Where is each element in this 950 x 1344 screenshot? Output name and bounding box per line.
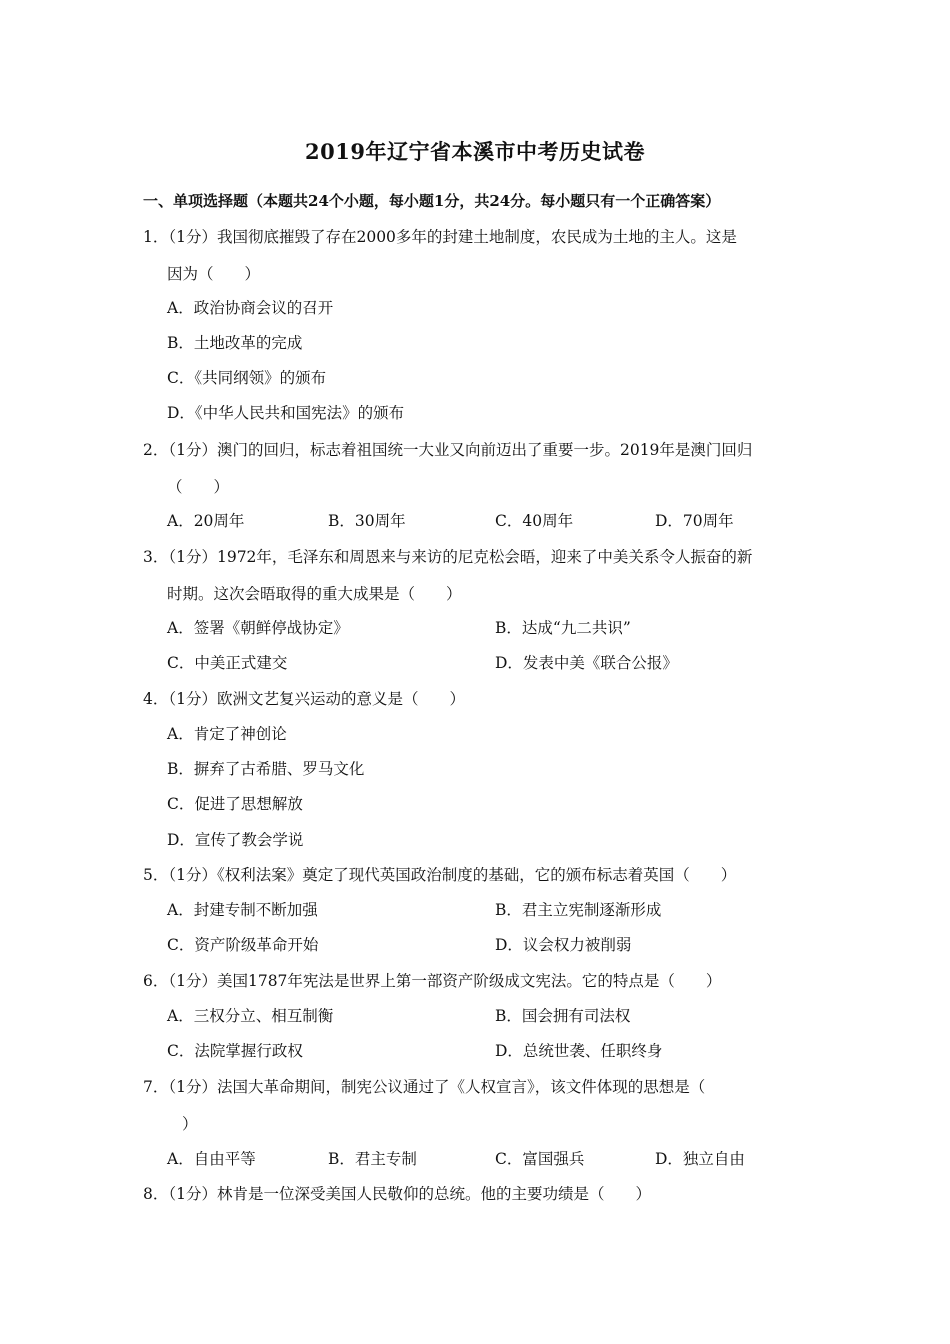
question-3-option-d: D．发表中美《联合公报》 [495,654,678,672]
question-2-option-b: B．30周年 [328,512,406,530]
question-1-stem-cont: 因为（ ） [167,265,261,283]
question-2-stem: 2．（1分）澳门的回归，标志着祖国统一大业又向前迈出了重要一步。2019年是澳门回归 [143,441,753,459]
question-6-option-a: A．三权分立、相互制衡 [167,1007,334,1025]
question-5-stem: 5．（1分）《权利法案》奠定了现代英国政治制度的基础，它的颁布标志着英国（ ） [143,866,737,884]
question-5-option-d: D．议会权力被削弱 [495,936,632,954]
question-8-stem: 8．（1分）林肯是一位深受美国人民敬仰的总统。他的主要功绩是（ ） [143,1185,651,1203]
question-7-stem: 7．（1分）法国大革命期间，制宪公议通过了《人权宣言》，该文件体现的思想是（ [143,1078,706,1096]
question-5-option-c: C．资产阶级革命开始 [167,936,319,954]
question-4-option-b: B．摒弃了古希腊、罗马文化 [167,760,365,778]
question-6-stem: 6．（1分）美国1787年宪法是世界上第一部资产阶级成文宪法。它的特点是（ ） [143,972,722,990]
question-1-option-b: B．土地改革的完成 [167,334,303,352]
question-3-option-a: A．签署《朝鲜停战协定》 [167,619,349,637]
question-2-stem-cont: （ ） [167,478,230,496]
question-2-option-d: D．70周年 [655,512,734,530]
question-4-stem: 4．（1分）欧洲文艺复兴运动的意义是（ ） [143,690,465,708]
question-2-option-c: C．40周年 [495,512,574,530]
question-4-option-c: C．促进了思想解放 [167,795,303,813]
question-4-option-d: D．宣传了教会学说 [167,831,304,849]
question-5-option-a: A．封建专制不断加强 [167,901,318,919]
question-7-option-c: C．富国强兵 [495,1150,585,1168]
question-1-option-c: C．《共同纲领》的颁布 [167,369,327,387]
question-3-option-b: B．达成“九二共识” [495,619,631,637]
question-5-option-b: B．君主立宪制逐渐形成 [495,901,662,919]
question-7-stem-cont: ） [182,1115,198,1133]
question-3-stem-cont: 时期。这次会晤取得的重大成果是（ ） [167,585,462,603]
question-6-option-b: B．国会拥有司法权 [495,1007,631,1025]
question-2-option-a: A．20周年 [167,512,245,530]
question-7-option-d: D．独立自由 [655,1150,745,1168]
question-7-option-a: A．自由平等 [167,1150,256,1168]
question-1-option-d: D．《中华人民共和国宪法》的颁布 [167,404,405,422]
question-6-option-d: D．总统世袭、任职终身 [495,1042,663,1060]
question-6-option-c: C．法院掌握行政权 [167,1042,303,1060]
question-1-stem: 1．（1分）我国彻底摧毁了存在2000多年的封建土地制度，农民成为土地的主人。这是 [143,228,737,246]
section-heading: 一、单项选择题（本题共24个小题，每小题1分，共24分。每小题只有一个正确答案） [143,192,721,210]
question-3-stem: 3．（1分）1972年，毛泽东和周恩来与来访的尼克松会晤，迎来了中美关系令人振奋的新 [143,548,753,566]
question-1-option-a: A．政治协商会议的召开 [167,299,334,317]
question-4-option-a: A．肯定了神创论 [167,725,287,743]
question-3-option-c: C．中美正式建交 [167,654,288,672]
question-7-option-b: B．君主专制 [328,1150,417,1168]
page-title: 2019年辽宁省本溪市中考历史试卷 [305,139,645,164]
